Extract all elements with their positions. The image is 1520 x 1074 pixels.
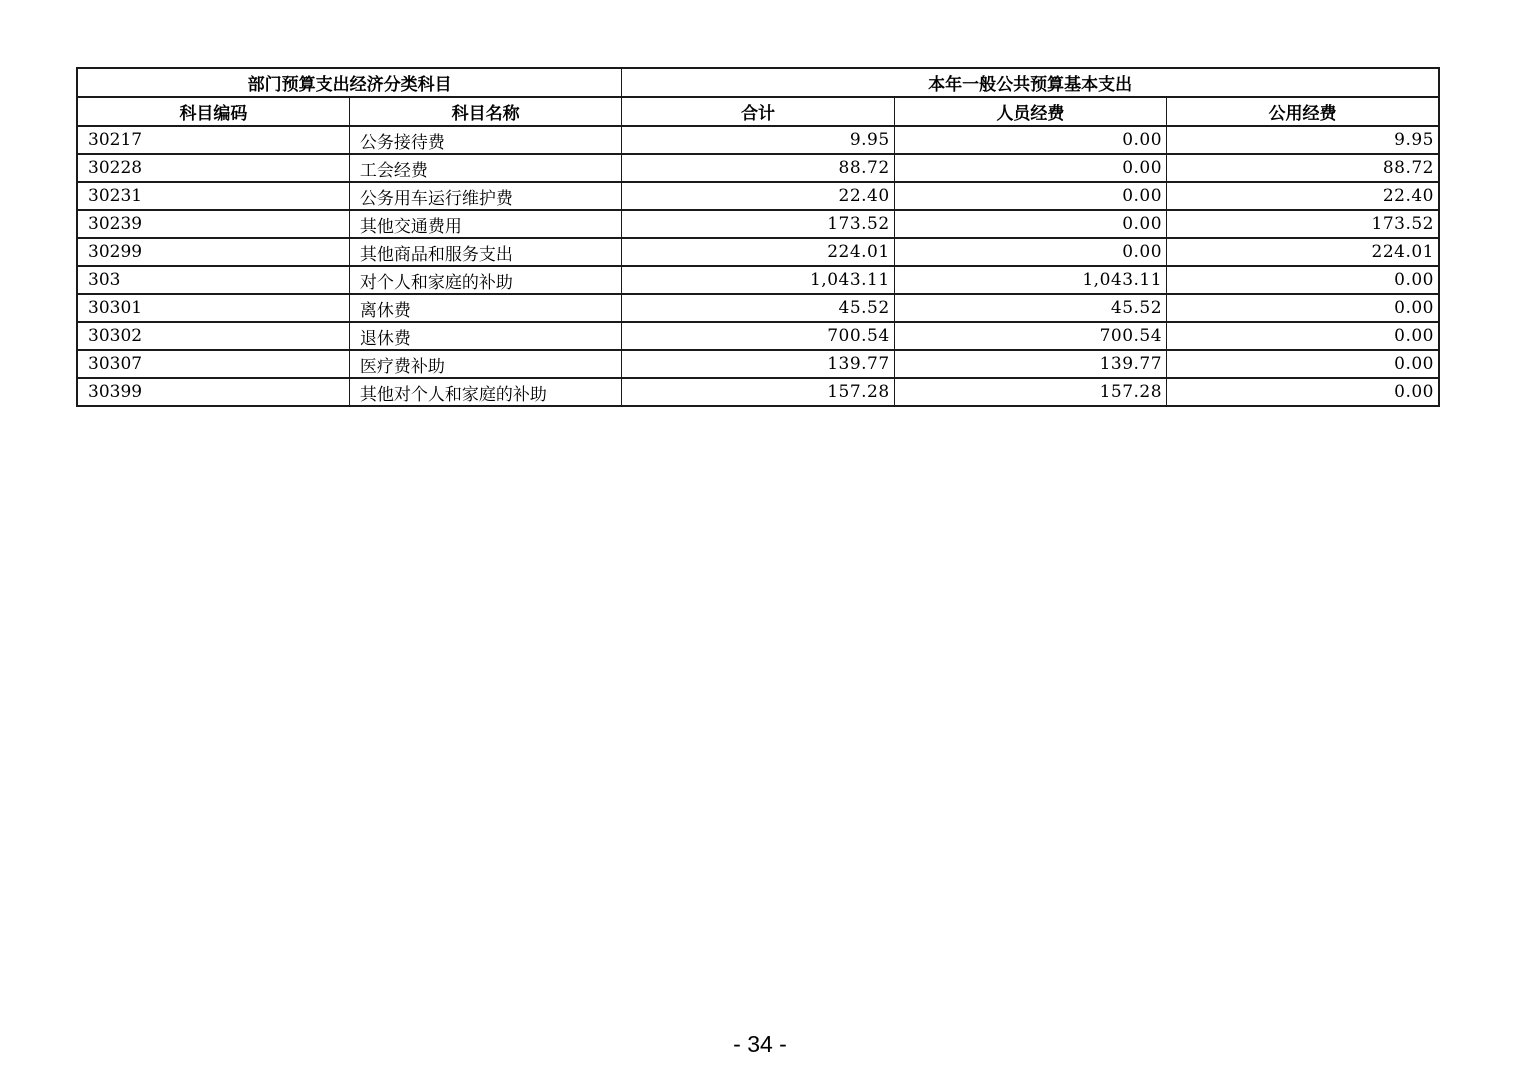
table-row: [77, 322, 1439, 350]
personnel-funds-cell: 1,043.11: [894, 266, 1166, 294]
name-cell: 其他交通费用: [349, 210, 621, 238]
name-cell: 对个人和家庭的补助: [349, 266, 621, 294]
table-row: [77, 378, 1439, 406]
personnel-funds-cell: 700.54: [894, 322, 1166, 350]
econ-class-group-header: 部门预算支出经济分类科目: [77, 68, 622, 97]
name-cell: 医疗费补助: [349, 350, 621, 378]
personnel-funds-cell: 0.00: [894, 182, 1166, 210]
personnel-funds-cell: 0.00: [894, 154, 1166, 182]
table-row: [77, 154, 1439, 182]
total-cell: 224.01: [622, 238, 894, 266]
name-cell: 公务接待费: [349, 126, 621, 154]
name-cell: 公务用车运行维护费: [349, 182, 621, 210]
table-row: [77, 294, 1439, 322]
column-header-public-funds: 公用经费: [1167, 97, 1439, 126]
code-cell: 30307: [77, 350, 349, 378]
personnel-funds-cell: 157.28: [894, 378, 1166, 406]
table-row: [77, 210, 1439, 238]
total-cell: 9.95: [622, 126, 894, 154]
group-header-row: [77, 68, 1439, 97]
code-cell: 30239: [77, 210, 349, 238]
table-body: [77, 126, 1439, 406]
public-funds-cell: 0.00: [1167, 294, 1439, 322]
code-cell: 303: [77, 266, 349, 294]
public-funds-cell: 224.01: [1167, 238, 1439, 266]
budget-table: [76, 67, 1440, 407]
personnel-funds-cell: 45.52: [894, 294, 1166, 322]
personnel-funds-cell: 0.00: [894, 210, 1166, 238]
public-funds-cell: 173.52: [1167, 210, 1439, 238]
basic-expenditure-group-header: 本年一般公共预算基本支出: [622, 68, 1439, 97]
column-header-subject-name: 科目名称: [349, 97, 621, 126]
column-header-row: [77, 97, 1439, 126]
table-row: [77, 266, 1439, 294]
total-cell: 700.54: [622, 322, 894, 350]
table-row: [77, 126, 1439, 154]
table-row: [77, 350, 1439, 378]
code-cell: 30299: [77, 238, 349, 266]
code-cell: 30302: [77, 322, 349, 350]
total-cell: 22.40: [622, 182, 894, 210]
personnel-funds-cell: 139.77: [894, 350, 1166, 378]
column-header-subject-code: 科目编码: [77, 97, 349, 126]
code-cell: 30399: [77, 378, 349, 406]
total-cell: 173.52: [622, 210, 894, 238]
name-cell: 其他对个人和家庭的补助: [349, 378, 621, 406]
code-cell: 30231: [77, 182, 349, 210]
total-cell: 88.72: [622, 154, 894, 182]
name-cell: 退休费: [349, 322, 621, 350]
table-header: [77, 68, 1439, 126]
public-funds-cell: 0.00: [1167, 378, 1439, 406]
public-funds-cell: 0.00: [1167, 266, 1439, 294]
public-funds-cell: 0.00: [1167, 350, 1439, 378]
column-header-total: 合计: [622, 97, 894, 126]
table-row: [77, 238, 1439, 266]
public-funds-cell: 22.40: [1167, 182, 1439, 210]
personnel-funds-cell: 0.00: [894, 238, 1166, 266]
total-cell: 139.77: [622, 350, 894, 378]
name-cell: 其他商品和服务支出: [349, 238, 621, 266]
name-cell: 离休费: [349, 294, 621, 322]
total-cell: 157.28: [622, 378, 894, 406]
page-number: - 34 -: [733, 1031, 787, 1057]
total-cell: 1,043.11: [622, 266, 894, 294]
public-funds-cell: 88.72: [1167, 154, 1439, 182]
column-header-personnel-funds: 人员经费: [894, 97, 1166, 126]
budget-table-container: [76, 67, 1440, 407]
name-cell: 工会经费: [349, 154, 621, 182]
code-cell: 30301: [77, 294, 349, 322]
code-cell: 30228: [77, 154, 349, 182]
total-cell: 45.52: [622, 294, 894, 322]
public-funds-cell: 0.00: [1167, 322, 1439, 350]
table-row: [77, 182, 1439, 210]
code-cell: 30217: [77, 126, 349, 154]
public-funds-cell: 9.95: [1167, 126, 1439, 154]
personnel-funds-cell: 0.00: [894, 126, 1166, 154]
